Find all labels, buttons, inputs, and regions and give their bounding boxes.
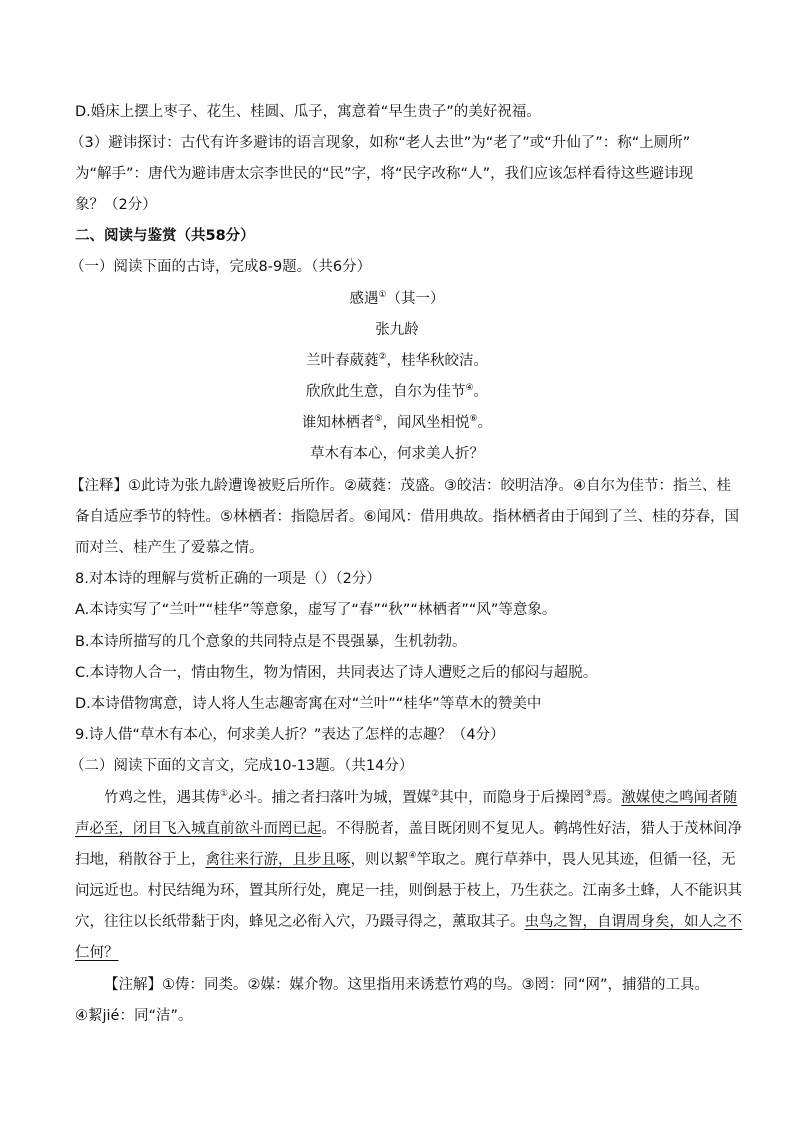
- poem-notes-line2: 备自适应季节的特性。⑤林栖者：指隐居者。⑥闻风：借用典故。指林栖者由于闻到了兰、桂的芬春，国: [75, 509, 739, 525]
- poem-line-2: 欣欣此生意，自尔为佳节④。: [305, 383, 489, 400]
- note-marker: ②: [431, 789, 440, 800]
- poem-author: 张九龄: [375, 322, 419, 338]
- q9-stem: 9.诗人借“草木有本心，何求美人折？”表达了怎样的志趣？（4分）: [75, 727, 505, 743]
- poem-line-1: 兰叶春葳蕤②，桂华秋皎洁。: [305, 352, 489, 369]
- note-marker: ④: [465, 383, 474, 394]
- underlined-sentence: 声必至，闭目飞入城直前欲斗而罔已起: [75, 821, 322, 837]
- poem-notes-line1: 【注释】①此诗为张九龄遭谗被贬后所作。②葳蕤：茂盛。③皎洁：皎明洁净。④自尔为佳节：指兰、桂: [70, 478, 731, 494]
- passage-notes-line2: ④絜jié：同“洁”。: [75, 1008, 193, 1024]
- passage-line-2: 声必至，闭目飞入城直前欲斗而罔已起。不得脱者，盖目既闭则不复见人。鹌鸪性好洁，猎人于茂林间净: [75, 821, 742, 837]
- poem-notes-line3: 而对兰、桂产生了爱慕之情。: [75, 540, 264, 556]
- passage-line-5: 穴，往往以长纸带黏于肉，蜂见之必衔入穴，乃蹑寻得之，薰取其子。虫鸟之智，自谓周身矣，如人之不: [75, 914, 742, 930]
- passage-line-1: 竹鸡之性，遇其俦①必斗。捕之者扫落叶为城，置媒②其中，而隐身于后操罔③焉。激媒使之鸣闻者随: [104, 789, 738, 806]
- underlined-sentence: 禽往来行游，且步且啄: [205, 852, 351, 868]
- note-marker: ①: [220, 789, 229, 800]
- passage-notes-line1: 【注解】①俦：同类。②媒：媒介物。这里指用来诱惹竹鸡的鸟。③罔：同“网”，捕猎的工具。: [104, 977, 710, 993]
- q7-sub3-line2: 为“解手”：唐代为避讳唐太宗李世民的“民”字，将“民字改称“人”，我们应该怎样看待这些避讳现: [75, 166, 694, 182]
- q8-option-a: A.本诗实写了“兰叶”“桂华”等意象，虚写了“春”“秋”“林栖者”“风”等意象。: [75, 602, 557, 618]
- poem-line-4: 草木有本心，何求美人折？: [310, 446, 484, 462]
- note-marker: ①: [378, 290, 387, 301]
- poem-line-3: 谁知林栖者⑤，闻风坐相悦⑥。: [301, 414, 493, 431]
- passage-line-4: 问远近也。村民结绳为环，置其所行处，麂足一挂，则倒悬于枝上，乃生获之。江南多土蜂，人不能识其: [75, 883, 742, 899]
- q7-option-d: D.婚床上摆上枣子、花生、桂圆、瓜子，寓意着“早生贵子”的美好祝福。: [75, 104, 541, 120]
- q8-stem: 8.对本诗的理解与赏析正确的一项是（）（2分）: [75, 571, 381, 587]
- passage-line-6: [75, 943, 725, 963]
- underlined-sentence: 仁何？: [75, 945, 119, 961]
- q8-option-d: D.本诗借物寓意，诗人将人生志趣寄寓在对“兰叶”“桂华”等草木的赞美中: [75, 696, 542, 712]
- note-marker: ⑤: [374, 414, 383, 425]
- passage-line-3: 扫地，稍散谷于上，禽往来行游，且步且啄，则以絜④竿取之。麂行草莽中，畏人见其迹，但循一径，无: [75, 851, 736, 868]
- underlined-sentence: 激媒使之鸣闻者随: [621, 790, 738, 806]
- note-marker: ③: [584, 789, 593, 800]
- part1-intro: （一）阅读下面的古诗，完成8-9题。（共6分）: [70, 259, 372, 275]
- poem-title: 感遇①（其一）: [349, 290, 445, 307]
- q8-option-b: B.本诗所描写的几个意象的共同特点是不畏强暴，生机勃勃。: [75, 634, 467, 650]
- section-heading: 二、阅读与鉴赏（共58分）: [75, 228, 255, 244]
- q7-sub3-line3: 象？（2分）: [75, 197, 157, 213]
- note-marker: ⑥: [469, 414, 478, 425]
- q7-sub3-line1: （3）避讳探讨：古代有许多避讳的语言现象，如称“老人去世”为“老了”或“升仙了”：称“上厕所”: [70, 135, 691, 151]
- q8-option-c: C.本诗物人合一，情由物生，物为情困，共同表达了诗人遭贬之后的郁闷与超脱。: [75, 665, 598, 681]
- underlined-sentence: 虫鸟之智，自谓周身矣，如人之不: [524, 914, 742, 930]
- note-marker: ④: [408, 851, 417, 862]
- part2-intro: （二）阅读下面的文言文，完成10-13题。（共14分）: [70, 758, 414, 774]
- note-marker: ②: [378, 352, 387, 363]
